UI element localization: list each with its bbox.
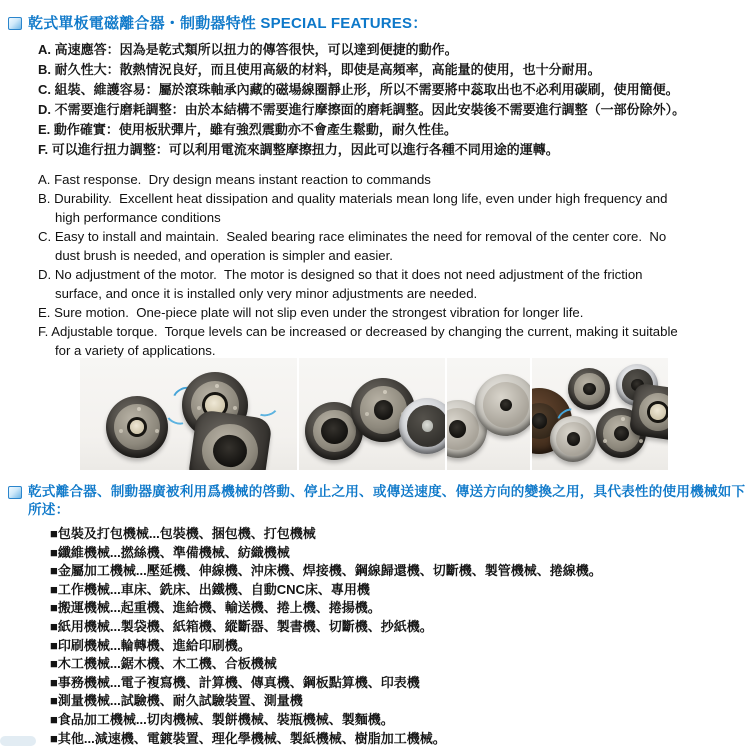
feature-item-zh: C. 組裝、維護容易：屬於滾珠軸承內藏的磁場線圈靜止形，所以不需要將中蕊取出也不必利用碳刷，使用簡便。 bbox=[38, 82, 679, 97]
application-item: ■紙用機械...製袋機、紙箱機、縱斷器、製書機、切斷機、抄紙機。 bbox=[50, 618, 433, 634]
application-item: ■測量機械...試驗機、耐久試驗裝置、測量機 bbox=[50, 693, 303, 709]
applications-section-header bbox=[8, 483, 746, 519]
product-photo-strip bbox=[80, 358, 668, 470]
features-section-header bbox=[8, 14, 740, 34]
clutch-photo-1 bbox=[80, 358, 297, 470]
feature-item-en: D. No adjustment of the motor. The motor is designed so that it does not need adjustment of the friction surface, and once it is installed only very minor adjustments are needed. bbox=[38, 267, 647, 301]
application-item: ■纖維機械...撚絲機、準備機械、紡織機械 bbox=[50, 544, 290, 560]
applications-list bbox=[50, 525, 746, 748]
application-item: ■印刷機械...輪轉機、進給印刷機。 bbox=[50, 637, 251, 653]
application-item: ■搬運機械...起重機、進給機、輸送機、捲上機、捲揚機。 bbox=[50, 600, 381, 616]
clutch-photo-4 bbox=[532, 358, 668, 470]
application-item: ■事務機械...電子複寫機、計算機、傳真機、鋼板點算機、印表機 bbox=[50, 674, 420, 690]
feature-item-zh: F. 可以進行扭力調整：可以利用電流來調整摩擦扭力，因此可以進行各種不同用途的運轉。 bbox=[38, 142, 559, 157]
features-section-title: 乾式單板電磁離合器・制動器特性 SPECIAL FEATURES： bbox=[28, 15, 428, 32]
applications-section-title: 乾式離合器、制動器廣被利用爲機械的啓動、停止之用、或傳送速度、傳送方向的變換之用，具代表性的使用機械如下所述： bbox=[28, 484, 746, 517]
features-list-chinese bbox=[38, 40, 740, 160]
application-item: ■木工機械...鋸木機、木工機、合板機械 bbox=[50, 656, 277, 672]
feature-item-en: E. Sure motion. One-piece plate will not slip even under the strongest vibration for longer life. bbox=[38, 305, 584, 320]
features-list-english bbox=[38, 170, 688, 360]
feature-item-en: F. Adjustable torque. Torque levels can be increased or decreased by changing the current, making it suitable for a variety of applications. bbox=[38, 324, 682, 358]
feature-item-en: A. Fast response. Dry design means instant reaction to commands bbox=[38, 172, 431, 187]
application-item: ■工作機械...車床、銑床、出鐵機、自動CNC床、專用機 bbox=[50, 581, 370, 597]
applications-section bbox=[8, 483, 746, 748]
application-item: ■金屬加工機械...壓延機、伸線機、沖床機、焊接機、鋼線歸還機、切斷機、製管機械、捲線機。 bbox=[50, 563, 602, 579]
feature-item-en: B. Durability. Excellent heat dissipation and quality materials mean long life, even under high frequency and high performance conditions bbox=[38, 191, 672, 225]
feature-item-zh: A. 高速應答：因為是乾式類所以扭力的傳答很快，可以達到便捷的動作。 bbox=[38, 42, 458, 57]
clutch-photo-2 bbox=[299, 358, 445, 470]
feature-item-en: C. Easy to install and maintain. Sealed bearing race eliminates the need for removal of the center core. No dust brush is needed, and operation is simpler and easier. bbox=[38, 229, 670, 263]
page-corner-artifact bbox=[0, 736, 36, 746]
clutch-photo-3 bbox=[447, 358, 531, 470]
feature-item-zh: E. 動作確實：使用板狀彈片，雖有強烈震動亦不會產生鬆動，耐久性佳。 bbox=[38, 122, 457, 137]
application-item: ■其他...減速機、電鍍裝置、理化學機械、製紙機械、樹脂加工機械。 bbox=[50, 730, 446, 746]
application-item: ■食品加工機械...切肉機械、製餅機械、裝瓶機械、製麵機。 bbox=[50, 711, 394, 727]
section-bullet-icon bbox=[8, 17, 22, 30]
feature-item-zh: B. 耐久性大：散熱情況良好，而且使用高級的材料，即使是高頻率，高能量的使用，也十分耐用。 bbox=[38, 62, 601, 77]
section-bullet-icon bbox=[8, 486, 22, 499]
feature-item-zh: D. 不需要進行磨耗調整：由於本結構不需要進行摩擦面的磨耗調整。因此安裝後不需要進行調整（一部份除外）。 bbox=[38, 102, 686, 117]
application-item: ■包裝及打包機械...包裝機、捆包機、打包機械 bbox=[50, 526, 316, 541]
